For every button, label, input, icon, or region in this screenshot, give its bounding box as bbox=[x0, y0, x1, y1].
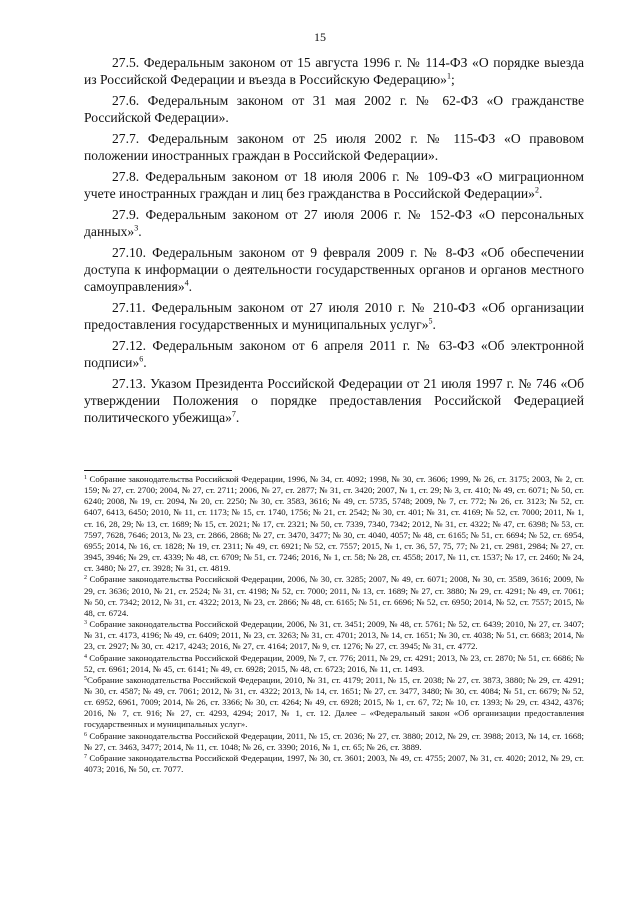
footnotes bbox=[84, 474, 584, 775]
paragraph-27-12: 27.12. Федеральным законом от 6 апреля 2011 г. № 63-ФЗ «Об электронной подписи»$^6$. bbox=[84, 338, 584, 370]
footnote-ref: 6 bbox=[139, 354, 144, 364]
footnote-5: $^5$Собрание законодательства Российской Федерации, 2010, № 31, ст. 4179; 2011, № 15, ст. 2038; № 27, ст. 3873, 3880; № 29, ст. 4291; № 30, ст. 4587; № 49, ст. 7061; 2012, № 31, ст. 4322; 2013, № 14, ст. 1651; № 27, ст. 3477, 3480; № 30, ст. 4084; № 51, ст. 6679; № 52, ст. 6952, 6961, 7009; 2014, № 26, ст. 3366; № 30, ст. 4264; № 49, ст. 6928; 2015, № 1, ст. 67, 72; № 10, ст. 1393; № 29, ст. 4342, 4376; 2016, № 7, ст. 916; № 27, ст. 4293, 4294; 2017, № 1, ст. 12. Далее – «Федеральный закон «Об организации предоставления государственных и муниципальных услуг». bbox=[84, 674, 584, 730]
paragraph-27-8: 27.8. Федеральным законом от 18 июля 2006 г. № 109-ФЗ «О миграционном учете иностранных граждан и лиц без гражданства в Российской Федерации»$^2$. bbox=[84, 169, 584, 201]
paragraph-27-13: 27.13. Указом Президента Российской Федерации от 21 июля 1997 г. № 746 «Об утверждении Положения о порядке предоставления Российской Федерацией политического убежища»$^7$. bbox=[84, 376, 584, 425]
footnote-1: $^1$ Собрание законодательства Российской Федерации, 1996, № 34, ст. 4092; 1998, № 30, ст. 3606; 1999, № 26, ст. 3175; 2003, № 2, ст. 159; № 27, ст. 2700; 2004, № 27, ст. 2711; 2006, № 27, ст. 2877; № 31, ст. 3420; 2007, № 1, ст. 29; № 3, ст. 410; № 49, ст. 6071; № 50, ст. 6240; 2008, № 19, ст. 2094, № 20, ст. 2250; № 30, ст. 3583, 3616; № 49, ст. 5735, 5748; 2009, № 7, ст. 772; № 26, ст. 3123; № 52, ст. 6407, 6413, 6450; 2010, № 11, ст. 1173; № 15, ст. 1740, 1756; № 21, ст. 2542; № 30, ст. 401; № 31, ст. 4169; № 52, ст. 7000; 2011, № 1, ст. 16, 28, 29; № 13, ст. 1689; № 15, ст. 2021; № 17, ст. 2321; № 50, ст. 7339, 7340, 7342; 2012, № 31, ст. 4322; № 47, ст. 6398; № 53, ст. 7597, 7628, 7646; 2013, № 23, ст. 2866, 2868; № 27, ст. 3470, 3477; № 30, ст. 4040, 4057; № 48, ст. 6165; № 51, ст. 6694; № 52, ст. 6954, 6955; 2014, № 16, ст. 1828; № 19, ст. 2311; № 49, ст. 6921; № 52, ст. 7557; 2015, № 1, ст. 36, 57, 75, 77; № 21, ст. 2981, 2984; № 27, ст. 3945, 3946; № 29, ст. 4339; № 48, ст. 6709; № 51, ст. 7246; 2016, № 1, ст. 58; № 28, ст. 4558; 2017, № 11, ст. 1537; № 17, ст. 2460; № 24, ст. 3480; № 27, ст. 3928; № 31, ст. 4819. bbox=[84, 474, 584, 574]
footnote-ref: 4 bbox=[184, 278, 189, 288]
paragraph-27-11: 27.11. Федеральным законом от 27 июля 2010 г. № 210-ФЗ «Об организации предоставления государственных и муниципальных услуг»$^5$. bbox=[84, 300, 584, 332]
footnote-ref: 5 bbox=[428, 316, 433, 326]
footnote-7: $^7$ Собрание законодательства Российской Федерации, 1997, № 30, ст. 3601; 2003, № 49, ст. 4755; 2007, № 31, ст. 4020; 2012, № 29, ст. 4073; 2016, № 50, ст. 7077. bbox=[84, 752, 584, 775]
footnote-ref: 1 bbox=[446, 71, 451, 81]
footnote-4: $^4$ Собрание законодательства Российской Федерации, 2009, № 7, ст. 776; 2011, № 29, ст. 4291; 2013, № 23, ст. 2870; № 51, ст. 6686; № 52, ст. 6961; 2014, № 45, ст. 6141; № 49, ст. 6928; 2015, № 48, ст. 6723; 2016, № 11, ст. 1493. bbox=[84, 652, 584, 674]
paragraph-27-9: 27.9. Федеральным законом от 27 июля 2006 г. № 152-ФЗ «О персональных данных»$^3$. bbox=[84, 207, 584, 239]
paragraph-27-7: 27.7. Федеральным законом от 25 июля 2002 г. № 115-ФЗ «О правовом положении иностранных граждан в Российской Федерации». bbox=[84, 131, 584, 163]
main-text bbox=[84, 54, 584, 430]
footnote-ref: 2 bbox=[534, 185, 539, 195]
footnote-separator bbox=[84, 470, 232, 471]
footnote-6: $^6$ Собрание законодательства Российской Федерации, 2011, № 15, ст. 2036; № 27, ст. 3880; 2012, № 29, ст. 3988; 2013, № 14, ст. 1668; № 27, ст. 3463, 3477; 2014, № 11, ст. 1048; № 26, ст. 3390; 2016, № 1, ст. 65; № 26, ст. 3889. bbox=[84, 730, 584, 752]
paragraph-27-10: 27.10. Федеральным законом от 9 февраля 2009 г. № 8-ФЗ «Об обеспечении доступа к информации о деятельности государственных органов и органов местного самоуправления»$^4$. bbox=[84, 245, 584, 294]
footnote-ref: 7 bbox=[231, 409, 236, 419]
paragraph-27-6: 27.6. Федеральным законом от 31 мая 2002 г. № 62-ФЗ «О гражданстве Российской Федерации». bbox=[84, 93, 584, 125]
footnote-ref: 3 bbox=[134, 223, 139, 233]
footnote-3: $^3$ Собрание законодательства Российской Федерации, 2006, № 31, ст. 3451; 2009, № 48, ст. 5761; № 52, ст. 6439; 2010, № 27, ст. 3407; № 31, ст. 4173, 4196; № 49, ст. 6409; 2011, № 23, ст. 3263; № 31, ст. 4701; 2013, № 14, ст. 1651; № 30, ст. 4038; № 51, ст. 6683; 2014, № 23, ст. 2927; № 30, ст. 4217, 4243; 2016, № 27, ст. 4164; 2017, № 9, ст. 1276; № 27, ст. 3945; № 31, ст. 4772. bbox=[84, 619, 584, 652]
page-number: 15 bbox=[314, 30, 326, 44]
paragraph-27-5: 27.5. Федеральным законом от 15 августа 1996 г. № 114-ФЗ «О порядке выезда из Российской Федерации и въезда в Российскую Федерацию»$^1$; bbox=[84, 55, 584, 87]
footnote-2: $^2$ Собрание законодательства Российской Федерации, 2006, № 30, ст. 3285; 2007, № 49, ст. 6071; 2008, № 30, ст. 3589, 3616; 2009, № 29, ст. 3636; 2010, № 21, ст. 2524; № 31, ст. 4198; № 52, ст. 7000; 2011, № 13, ст. 1689; № 27, ст. 3880; № 29, ст. 4291; № 49, ст. 7061; № 50, ст. 7342; 2012, № 31, ст. 4322; 2013, № 23, ст. 2866; № 48, ст. 6165; № 51, ст. 6696; № 52, ст. 6950; 2014, № 52, ст. 7557; 2015, № 48, ст. 6724. bbox=[84, 574, 584, 618]
